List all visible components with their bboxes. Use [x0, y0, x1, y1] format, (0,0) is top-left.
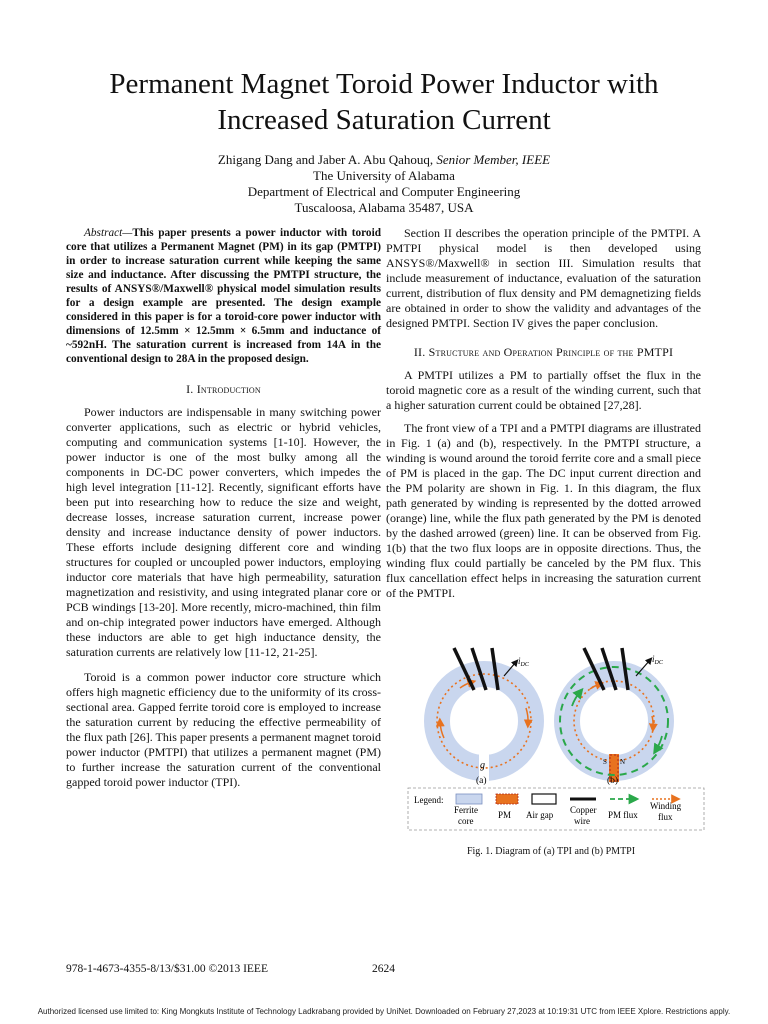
abstract	[66, 226, 381, 366]
legend-pmflux-label: PM flux	[608, 810, 638, 820]
toroid-a	[437, 648, 531, 786]
legend-copper-label-1: Copper	[570, 805, 597, 815]
license-notice: Authorized licensed use limited to: King Mongkuts Institute of Technology Ladkrabang provided by UniNet. Downloaded on February 27,2023 at 10:19:31 UTC from IEEE Xplore. Restrictions apply.	[37, 1007, 731, 1016]
intro-paragraph-1: Power inductors are indispensable in many switching power converter applications, such as electric or hybrid vehicles, computing and communication systems [1-10]. However, the power inductor is one of the most bulky among all the components in DC-DC power converters, which impedes the high level integration [11-12]. Recently, significant efforts have been put into researching how to reduce the size and weight, decrease losses, increase saturation current, increase power density and increase inductance density of power inductors. These efforts include designing different core and winding structures for coupled or uncoupled power inductors, employing inductor core materials that have high permeability, saturation magnetization and resistivity, and using integrated planar core or PCB windings [13-20]. More recently, micro-machined, thin film and on-chip integrated power inductors have emerged. Although these inductors are able to get high inductance density, the saturation currents are relatively low [11-12, 21-25].	[66, 405, 381, 659]
author-university: The University of Alabama	[313, 168, 455, 183]
right-paragraph-1: Section II describes the operation principle of the PMTPI. A PMTPI physical model is then developed using ANSYS®/Maxwell® in section III. Simulation results that include measurement of inductance, evaluation of the saturation current, distribution of flux density and PM demagnetizing fields are obtained in order to show the validity and advantages of the designed PMTPI. Section IV gives the paper conclusion.	[386, 226, 701, 330]
toroid-b	[560, 648, 668, 786]
legend-winding-label-2: flux	[658, 812, 673, 822]
abstract-lead: Abstract—	[84, 227, 133, 239]
author-department: Department of Electrical and Computer Engineering	[247, 184, 521, 199]
legend-ferrite-swatch	[456, 794, 482, 804]
figure-label-b: (b)	[607, 776, 619, 786]
legend-pm-swatch	[496, 794, 518, 804]
figure-1-diagram	[400, 646, 710, 846]
legend-ferrite-label-2: core	[458, 816, 474, 826]
legend-airgap-label: Air gap	[526, 810, 554, 820]
figure-1	[400, 646, 710, 846]
abstract-text: This paper presents a power inductor with toroid core that utilizes a Permanent Magnet (PM) in its gap (PMTPI) in order to increase saturation current while keeping the same size and inductance. After discussing the PMTPI structure, the results of ANSYS®/Maxwell® physical model simulation results for a design example are presented. The design example considered in this paper is for a toroid-core power inductor with dimensions of 12.5mm × 12.5mm × 6.5mm and inductance of ~592nH. The saturation current is increased from 14A in the conventional design to 28A in the proposed design.	[66, 227, 381, 365]
author-block	[0, 152, 768, 216]
author-role: Senior Member, IEEE	[436, 152, 551, 167]
figure-label-a: (a)	[476, 776, 487, 786]
left-column	[66, 226, 381, 796]
legend-title: Legend:	[414, 795, 444, 805]
title-line-2: Increased Saturation Current	[217, 104, 551, 136]
legend-ferrite-label-1: Ferrite	[454, 805, 478, 815]
figure-legend	[408, 788, 704, 830]
section2-paragraph-2: The front view of a TPI and a PMTPI diagrams are illustrated in Fig. 1 (a) and (b), respectively. In the PMTPI structure, a winding is wound around the toroid ferrite core and a small piece of PM is placed in the gap. The DC input current direction and the PM polarity are shown in Fig. 1. In this diagram, the flux path generated by winding is represented by the dotted arrowed (orange) line, while the flux path generated by the PM is denoted by the dashed arrowed (green) line. It can be observed from Fig. 1(b) that the two flux loops are in opposite directions. Thus, the winding flux could partially be canceled by the PM flux. This flux cancellation effect helps in increasing the saturation current of the PMTPI.	[386, 421, 701, 600]
intro-paragraph-2: Toroid is a common power inductor core structure which offers high magnetic efficiency due to the uniformity of its cross-sectional area. Gapped ferrite toroid core is employed to increase the saturation current by reducing the effective permeability of the flux path [26]. This paper presents a permanent magnet toroid power inductor (PMTPI) that utilizes a permanent magnet (PM) to further increase the saturation current of the conventional gapped toroid power inductor (TPI).	[66, 670, 381, 789]
paper-title	[0, 66, 768, 138]
current-label-a: $i_{DC}$	[518, 656, 529, 668]
section2-paragraph-1: A PMTPI utilizes a PM to partially offset the flux in the toroid magnetic core as a result of the winding current, such that a higher saturation current could be obtained [27,28].	[386, 368, 701, 412]
legend-winding-label-1: Winding	[650, 801, 682, 811]
footer-page-number: 2624	[372, 963, 395, 975]
section-heading-structure: II. Structure and Operation Principle of the PMTPI	[413, 345, 674, 359]
current-label-b: $i_{DC}$	[652, 654, 663, 666]
pm-pole-s: S	[603, 758, 607, 766]
author-location: Tuscaloosa, Alabama 35487, USA	[294, 200, 474, 215]
section-heading-introduction: I. Introduction	[186, 382, 261, 396]
footer-isbn: 978-1-4673-4355-8/13/$31.00 ©2013 IEEE	[66, 963, 268, 975]
legend-airgap-swatch	[532, 794, 556, 804]
legend-pm-label: PM	[498, 810, 512, 820]
right-column	[386, 226, 701, 607]
pm-pole-n: N	[620, 758, 626, 766]
legend-copper-label-2: wire	[574, 816, 590, 826]
author-names: Zhigang Dang and Jaber A. Abu Qahouq, Senior Member, IEEE	[217, 152, 551, 167]
title-line-1: Permanent Magnet Toroid Power Inductor with	[109, 68, 659, 100]
gap-label: g	[480, 760, 485, 771]
figure-caption: Fig. 1. Diagram of (a) TPI and (b) PMTPI	[466, 846, 636, 857]
